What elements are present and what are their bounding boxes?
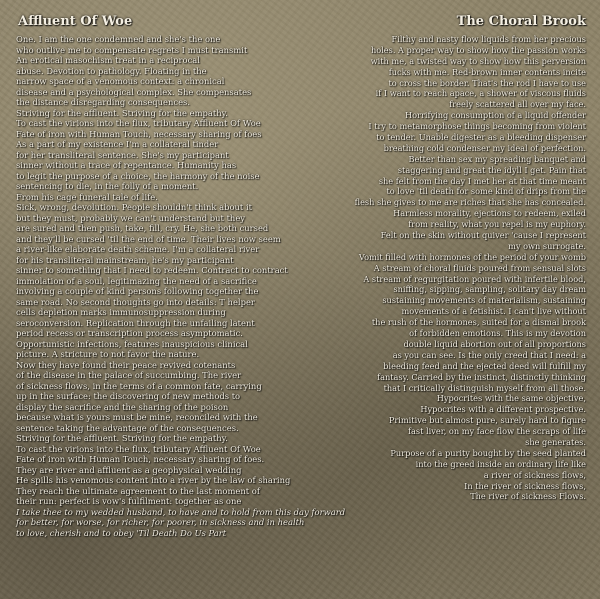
- lyric-line: sinner without a trace of repentance. Humanity has: [16, 160, 237, 170]
- lyric-line: Sick, wrong, devolution. People shouldn't think about it: [16, 202, 253, 212]
- lyric-line: for his transliteral mainstream, he's my participant: [16, 254, 234, 265]
- lyric-line: They are river and affluent as a geophysical wedding: [16, 464, 242, 475]
- vow-line: for better, for worse, for richer, for poorer, in sickness and in health: [16, 517, 305, 527]
- lyric-line: sinner to something that I need to redeem. Contract to contract: [16, 265, 288, 275]
- lyric-line: into the greed inside an ordinary life like: [415, 458, 586, 469]
- lyric-line: a river-like elaborate death scheme. I'm a collateral river: [16, 244, 260, 254]
- lyric-line: and they'll be cursed 'til the end of time. Their lives now seem: [16, 233, 281, 244]
- lyric-line: Hypocrites with a different prospective.: [420, 404, 586, 415]
- lyric-line: Now they have found their peace revived cotenants: [16, 359, 236, 370]
- lyric-line: from reality, what you repel is my euphory.: [408, 219, 586, 230]
- lyric-line: sniffing, sipping, sampling, solitary day dream: [393, 284, 586, 295]
- lyric-line: same road. No second thoughts go into details: T helper: [16, 296, 255, 307]
- lyric-line: fast liver, on my face flow the scraps of life: [408, 426, 586, 437]
- lyric-line: To cast the virions into the flux, tributary Affluent Of Woe: [16, 443, 261, 454]
- lyric-line: as you can see. Is the only creed that I need: a: [392, 349, 586, 360]
- lyric-line: fucks with me. Red-brown inner contents incite: [388, 66, 586, 77]
- lyric-line: double liquid abortion out of all proportions: [403, 338, 586, 349]
- lyric-line: He spills his venomous content into a river by the law of sharing: [16, 475, 291, 485]
- lyric-line: flesh she gives to me are riches that she has concealed.: [354, 197, 586, 208]
- lyric-line: up in the surface: the discovering of new methods to: [16, 391, 241, 401]
- lyric-line: holes. A proper way to show how the passion works: [370, 44, 586, 55]
- lyric-line: who outlive me to compensate regrets I must transmit: [16, 44, 248, 55]
- lyric-line: They reach the ultimate agreement to the last moment of: [16, 485, 260, 496]
- lyric-line: staggering and great the idyll I get. Pain that: [397, 164, 586, 175]
- lyric-line: seroconversion. Replication through the unfailing latent: [16, 317, 255, 328]
- lyric-line: sentencing to die, in the folly of a moment.: [16, 181, 199, 191]
- right-lyrics-column: [306, 14, 586, 502]
- lyric-line: Purpose of a purity bought by the seed planted: [390, 447, 586, 458]
- lyric-line: picture. A stricture to not favor the nature.: [16, 349, 200, 359]
- lyric-line: of sickness flows, in the terms of a common fate, carrying: [16, 380, 262, 391]
- lyric-line: the distance disregarding consequences.: [16, 97, 190, 107]
- lyric-line: for her transliteral sentence. She's my participant: [16, 149, 229, 160]
- lyric-line: immolation of a soul, legitimazing the need of a sacrifice: [16, 275, 257, 286]
- lyric-line: Vomit filled with hormones of the period of your womb: [358, 251, 586, 262]
- lyric-line: to legit the purpose of a choice, the harmony of the noise: [16, 170, 260, 181]
- lyric-line: From his cage funeral tale of life.: [16, 191, 158, 202]
- right-lyrics-lines: [306, 34, 586, 502]
- left-lyrics-column: [16, 14, 346, 538]
- lyric-line: period recess or transcription process asymptomatic.: [16, 328, 243, 338]
- lyric-line: to love 'til death for some kind of drips from the: [386, 186, 586, 197]
- vow-line: to love, cherish and to obey 'Til Death Do Us Part: [16, 527, 227, 538]
- lyric-line: An erotical masochism treat in a reciprocal: [16, 55, 200, 65]
- lyric-line: Filthy and nasty flow liquids from her precious: [391, 34, 586, 44]
- lyric-line: I try to metamorphose things becoming from violent: [368, 121, 586, 132]
- lyric-line: fantasy. Carried by the instinct, distinctly thinking: [377, 371, 586, 382]
- lyric-line: sustaining movements of materialism, sustaining: [382, 295, 586, 306]
- lyric-line: of the disease in the palace of succumbing. The river: [16, 370, 242, 380]
- lyric-line: narrow space of a venomous context: a chronical: [16, 76, 225, 86]
- lyric-line: freely scattered all over my face.: [449, 99, 586, 110]
- lyric-line: breathing cold condenser my ideal of perfection.: [383, 142, 586, 153]
- lyric-line: Hypocrites with the same objective,: [436, 393, 586, 404]
- lyric-line: abuse. Devotion to pathology. Floating in the: [16, 65, 207, 76]
- lyric-line: disease and a psychological complex. She compensates: [16, 86, 252, 97]
- right-song-title: The Choral Brook: [456, 14, 586, 29]
- lyric-line: she felt from the day I met her at that time meant: [378, 175, 586, 186]
- lyric-line: if I want to reach apace, a shower of viscous fluids: [375, 88, 586, 99]
- lyric-line: sentence taking the advantage of the consequences.: [16, 422, 239, 433]
- lyric-line: bleeding feed and the ejected deed will fulfill my: [383, 360, 586, 371]
- lyric-line: To cast the virions into the flux, tributary Affluent Of Woe: [16, 118, 261, 128]
- lyric-line: to cross the border. That's the rod I have to use: [388, 77, 586, 88]
- lyric-line: A stream of choral fluids poured from sensual slots: [373, 262, 586, 273]
- lyric-line: but they must, probably we can't understand but they: [16, 212, 246, 223]
- lyric-line: involving a couple of kind persons following together the: [16, 286, 259, 296]
- lyric-line: Striving for the affluent. Striving for the empathy.: [16, 433, 228, 443]
- lyric-line: movements of a fetishist. I can't live without: [401, 306, 586, 317]
- left-song-title: Affluent Of Woe: [18, 14, 133, 29]
- left-lyrics-lines: [16, 34, 346, 538]
- lyric-line: are sured and then push, take, fill, cry. He, she both cursed: [16, 223, 269, 233]
- lyric-line: with me, a twisted way to show how this perversion: [370, 55, 586, 66]
- lyric-line: she generates.: [525, 436, 586, 447]
- lyric-line: Fate of iron with Human Touch, necessary sharing of foes.: [16, 454, 265, 464]
- lyric-line: A stream of regurgitation poured with infertile blood,: [363, 273, 586, 284]
- lyric-line: One. I am the one condemned and she's the one: [16, 34, 221, 44]
- lyric-line: Opportunistic infections, features inauspicious clinical: [16, 338, 248, 349]
- lyric-line: Striving for the affluent. Striving for the empathy.: [16, 107, 228, 118]
- lyric-line: Better than sex my spreading banquet and: [408, 153, 586, 164]
- lyric-line: As a part of my existence I'm a collateral tinder: [16, 139, 219, 149]
- lyric-line: cells depletion marks immunosuppression during: [16, 307, 226, 317]
- lyric-line: that I critically distinguish myself from all those.: [383, 382, 586, 393]
- lyric-line: In the river of sickness flows,: [464, 480, 586, 491]
- lyric-line: Fate of iron with Human Touch, necessary sharing of foes: [16, 128, 262, 139]
- lyric-line: their run: perfect is vow's fulfilment: together as one: [16, 496, 242, 506]
- lyric-line: because what is yours must be mine, reconciled with the: [16, 412, 258, 422]
- lyric-line: The river of sickness Flows.: [470, 491, 586, 502]
- lyric-line: Felt on the skin without quiver 'cause I represent: [380, 230, 586, 241]
- lyric-line: Horrifying consumption of a liquid offender: [404, 110, 586, 121]
- lyric-line: the rush of the hormones, suited for a dismal brook: [371, 317, 586, 328]
- lyric-line: of forbidden emotions. This is my devotion: [409, 328, 586, 339]
- lyric-line: my own surrogate.: [508, 240, 586, 251]
- lyric-line: display the sacrifice and the sharing of the poison: [16, 401, 229, 412]
- lyric-line: Primitive but almost pure, surely hard to figure: [388, 415, 586, 426]
- lyric-line: a river of sickness flows,: [483, 469, 586, 480]
- vow-line: I take thee to my wedded husband, to have and to hold from this day forward: [16, 506, 346, 517]
- lyric-line: Harmless morality, ejections to redeem, exiled: [393, 208, 586, 219]
- lyric-line: to tender. Unable digester as a bleeding dispenser: [376, 132, 586, 143]
